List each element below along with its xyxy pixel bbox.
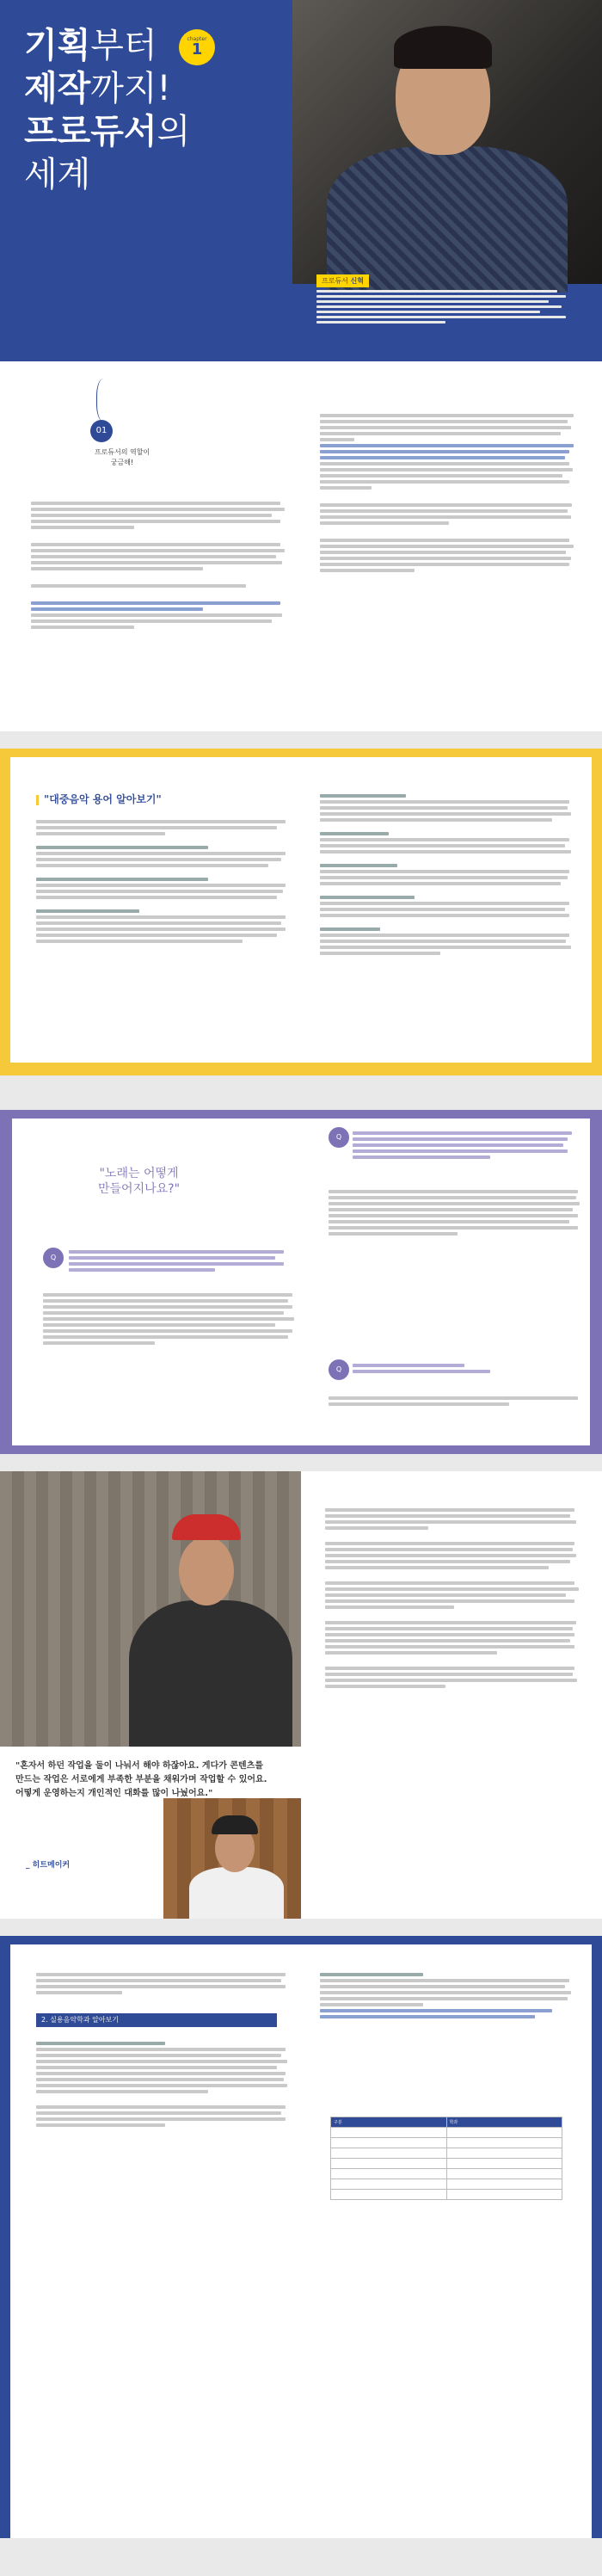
answer-text [329,1187,578,1238]
table-row [331,2138,562,2148]
balloon-icon [96,379,114,422]
body-text-right [320,1970,569,2021]
chapter-title [24,24,190,196]
table-row [331,2159,562,2169]
glossary-heading: "대중음악 용어 알아보기" [36,792,162,806]
table-row [331,2148,562,2159]
glossary-left-column [36,817,290,946]
interview-photo-2 [163,1798,301,1919]
table-row [331,2169,562,2179]
interview-text [325,1506,579,1691]
interview-page [0,1471,602,1919]
title-line: 프로듀서의 [24,112,191,151]
title-line: 세계 [24,155,91,194]
qa-heading: "노래는 어떻게 만들어지나요?" [98,1167,181,1196]
glossary-panel [10,757,592,1063]
caption-text [316,290,574,324]
interview-photo [0,1471,301,1747]
caption-tag: 프로듀서 신혁 [316,274,369,287]
chapter-opener-page [0,0,602,361]
qa-page [0,1110,602,1454]
glossary-page [0,749,602,1075]
qa-panel [12,1119,590,1445]
answer-text [329,1394,578,1408]
left-column-text [31,499,289,632]
question-text [353,1129,576,1162]
department-table [330,2117,562,2200]
quote-byline: _ 히트메이커 [26,1861,71,1870]
intro-text [36,1970,286,1997]
side-tab [0,1136,12,1196]
question-badge: Q [329,1359,349,1380]
glossary-right-column [320,792,574,958]
pull-quote: "혼자서 하던 작업을 둘이 나눠서 해야 하잖아요. 게다가 콘텐츠를 만드는 작업은 서로에게 부족한 부분을 채워가며 작업할 수 있어요. 어떻게 운영하는지 개인적인 대화를 많이 나눴어요." [15,1761,267,1798]
producer-photo [292,0,602,284]
article-page [0,361,602,731]
table-row [331,2179,562,2190]
right-column-text [320,411,578,575]
answer-text [43,1291,292,1347]
table-header-row: 구분 학과 [331,2117,562,2128]
table-row [331,2190,562,2200]
section-title: 프로듀서의 역할이 궁금해! [94,448,150,466]
question-badge: Q [329,1127,349,1148]
body-text-left [36,2039,286,2129]
title-line: 제작까지! [24,69,171,108]
title-line: 기획부터 [24,26,157,65]
side-tab [0,792,9,843]
section-subhead: 2. 실용음악학과 알아보기 [36,2013,277,2027]
department-page [0,1936,602,2538]
chapter-badge: chapter 1 [179,29,215,65]
question-text [353,1361,525,1376]
question-badge: Q [43,1248,64,1268]
table-row [331,2128,562,2138]
department-panel [10,1944,592,2538]
question-text [69,1248,292,1274]
photo-caption [316,270,574,326]
section-number-badge: 01 [90,420,113,442]
